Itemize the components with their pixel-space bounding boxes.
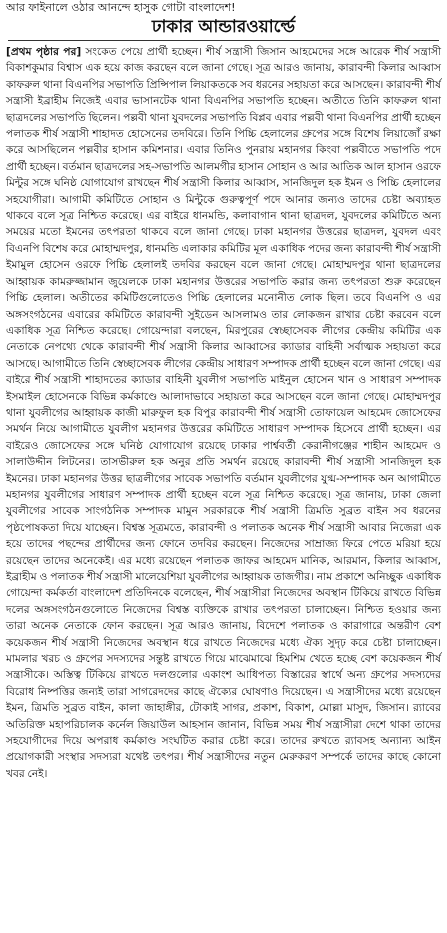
- article-paragraph: [6, 44, 441, 782]
- previous-story-tail: আর ফাইনালে ওঠার আনন্দে হাসুক গোটা বাংলাদেশ!: [6, 1, 236, 14]
- article-headline: ঢাকার আন্ডারওয়ার্ল্ডে: [151, 17, 296, 37]
- continuation-kicker: [প্রথম পৃষ্ঠার পর]: [6, 46, 82, 58]
- article-body: [6, 44, 441, 782]
- headline-divider: [8, 40, 439, 41]
- paragraph-text: সংকেত পেয়ে প্রার্থী হচ্ছেন। শীর্ষ সন্ত্রাসী জিসান আহমেদের সঙ্গে আরেক শীর্ষ সন্ত্রাসী বিকাশকুমার বিশ্বাস এক হয়ে কাজ করছেন বলে জানা গেছে। সূত্র আরও জানায়, কারাবন্দী কিলার আব্বাস কাফরুল থানা বিএনপির সভাপতি প্রিন্সিপাল লিয়াকতকে সব ধরনের সহায়তা করে আসছেন। কারাবন্দী শীর্ষ সন্ত্রাসী ইব্রাহীম নিজেই এবার ভাসানটেক থানা বিএনপির সভাপতি হচ্ছেন। অতীতে তিনি কাফরুল থানা ছাত্রদলের সভাপতি ছিলেন। পল্লবী থানা যুবদলের সভাপতি বিপ্লব এবার পল্লবী থানা বিএনপির প্রার্থী হচ্ছেন পলাতক শীর্ষ সন্ত্রাসী শাহাদত হোসেনের তদবিরে। তিনি পিচ্চি হেলালের গ্রুপের সঙ্গে বিশেষ লিয়াজোঁ রক্ষা করে আসছিলেন পল্লবীর হাসান কমিশনার। এবার তিনিও পুনরায় মহানগর কিংবা পল্লবীতে সভাপতি পদে প্রার্থী হচ্ছেন। বর্তমান ছাত্রদলের সহ-সভাপতি আলমগীর হাসান সোহান ও আর আতিক আল হাসান ওরফে মিন্টুর সঙ্গে ঘনিষ্ঠ যোগাযোগ রাখছেন শীর্ষ সন্ত্রাসী কিলার আব্বাস, সানজিদুল হক ইমন ও পিচ্চি হেলালের সহযোগীরা। আগামী কমিটিতে সোহান ও মিন্টুকে গুরুত্বপূর্ণ পদে আনার জন্যও তাদের চেষ্টা অব্যাহত থাকবে বলে সূত্র নিশ্চিত করেছে। এর বাইরে ধানমন্ডি, কলাবাগান থানা ছাত্রদল, যুবদলের কমিটিতে অন্য সময়ের মতো ইমনের তৎপরতা থাকবে বলে জানা গেছে। ঢাকা মহানগর উত্তরের ছাত্রদল, যুবদল এবং বিএনপি বিশেষ করে মোহাম্মদপুর, ধানমন্ডি এলাকার কমিটির মূল একাধিক পদের জন্য কারাবন্দী শীর্ষ সন্ত্রাসী ইমামুল হোসেন ওরফে পিচ্চি হেলালই তদবির করছেন বলে জানা গেছে। মোহাম্মদপুর থানা ছাত্রদলের আহ্বায়ক কামরুজ্জামান জুয়েলকে ঢাকা মহানগর উত্তরের সভাপতি করার জন্য তৎপরতা শুরু করেছেন পিচ্চি হেলাল। অতীতের কমিটিগুলোতেও পিচ্চি হেলালের মনোনীত লোক ছিল। তবে বিএনপি ও এর অঙ্গসংগঠনের এবারের কমিটিতে কারাবন্দী সুইডেন আসলামও তার লোকজন রাখার চেষ্টা করবেন বলে একাধিক সূত্র নিশ্চিত করেছে। গোয়েন্দারা বলছেন, মিরপুরের স্বেচ্ছাসেবক লীগের কেন্দ্রীয় কমিটির এক নেতাকে নেপথ্যে থেকে কারাবন্দী শীর্ষ সন্ত্রাসী কিলার আব্বাসের ক্যাডার বাহিনী সর্বাত্মক সহায়তা করে আসছে। আগামীতে তিনি স্বেচ্ছাসেবক লীগের কেন্দ্রীয় সাধারণ সম্পাদক প্রার্থী হচ্ছেন বলে জানা গেছে। এর বাইরে শীর্ষ সন্ত্রাসী শাহাদতের ক্যাডার বাহিনী যুবলীগ সভাপতি মাইনুল হোসেন খান ও সাধারণ সম্পাদক ইসমাইল হোসেনকে বিভিন্ন কর্মকাণ্ডে আলাদাভাবে সহায়তা করে আসছেন বলে জানা গেছে। মোহাম্মদপুর থানা যুবলীগের আহ্বায়ক কাজী মারুফুল হক বিপুর কারাবন্দী শীর্ষ সন্ত্রাসী তোফায়েল আহমেদ জোসেফের সমর্থন নিয়ে আগামীতে যুবলীগ মহানগর উত্তরের কমিটিতে সাধারণ সম্পাদক হিসেবে প্রার্থী হচ্ছেন। এর বাইরেও জোসেফের সঙ্গে ঘনিষ্ঠ যোগাযোগ রয়েছে ঢাকার পার্শ্ববর্তী কেরানীগঞ্জের শাহীন আহমেদ ও সালাউদ্দীন লিটনের। তাসভীরুল হক অনুর প্রতি সমর্থন রয়েছে কারাবন্দী শীর্ষ সন্ত্রাসী সানজিদুল হক ইমনের। ঢাকা মহানগর উত্তর ছাত্রলীগের সাবেক সভাপতি বর্তমান যুবলীগের যুগ্ম-সম্পাদক অন আগামীতে মহানগর যুবলীগের সাধারণ সম্পাদক প্রার্থী হচ্ছেন বলে সূত্র নিশ্চিত করেছে। সূত্র জানায়, ঢাকা জেলা যুবলীগের সাবেক সাংগঠনিক সম্পাদক মামুন সরকারকে শীর্ষ সন্ত্রাসী ত্রিমতি সুব্রত বাইন সব ধরনের পৃষ্ঠপোষকতা দিয়ে যাচ্ছেন। বিশ্বস্ত সূত্রমতে, কারাবন্দী ও পলাতক অনেক শীর্ষ সন্ত্রাসী আবার নিজেরা এক হয়ে তাদের পছন্দের প্রার্থীদের জন্য ফোনে তদবির করছেন। নিজেদের সাম্রাজ্য ফিরে পেতে মরিয়া হয়ে রয়েছেন তাদের অনেকেই। এর মধ্যে রয়েছেন পলাতক জাফর আহমেদ মানিক, আরমান, কিলার আব্বাস, ইব্রাহীম ও পলাতক শীর্ষ সন্ত্রাসী মালেয়েশিয়া যুবলীগের আহ্বায়ক তাজগীর। নাম প্রকাশে অনিচ্ছুক একাধিক গোয়েন্দা কর্মকর্তা বাংলাদেশ প্রতিদিনকে বলেছেন, শীর্ষ সন্ত্রাসীরা নিজেদের অবস্থান টিকিয়ে রাখতে বিভিন্ন দলের অঙ্গসংগঠনগুলোতে নিজেদের বিশ্বস্ত ব্যক্তিকে রাখার তৎপরতা চালাচ্ছেন। নিশ্চিত হওয়ার জন্য তারা অনেক নেতাকে ফোন করছেন। সূত্র আরও জানায়, বিদেশে পলাতক ও কারাগারে অন্তরীণ বেশ কয়েকজন শীর্ষ সন্ত্রাসী নিজেদের অবস্থান ধরে রাখতে নিজেদের মধ্যে ঐক্য সুদৃঢ় করে চেষ্টা চালাচ্ছেন। মামলার খরচ ও গ্রুপের সদস্যদের সন্তুষ্ট রাখতে গিয়ে মাঝেমাঝে হিমশিম খেতে হচ্ছে বেশ কয়েকজন শীর্ষ সন্ত্রাসীকে। অস্তিত্ব টিকিয়ে রাখতে দলগুলোর একাংশ আধিপত্য বিস্তারের স্বার্থে অন্য গ্রুপের সদস্যদের বিরোধ নিষ্পত্তির জন্যই তারা সাগরেদদের কাছে ঐক্যের ঘোষণাও দিয়েছেন। এ সন্ত্রাসীদের মধ্যে রয়েছেন ইমন, ত্রিমতি সুব্রত বাইন, কালা জাহাঙ্গীর, টোকাই সাগর, প্রকাশ, বিকাশ, মোল্লা মাসুদ, জিসান। র‍্যাবের অতিরিক্ত মহাপরিচালক কর্নেল জিয়াউল আহসান জানান, বিভিন্ন সময় শীর্ষ সন্ত্রাসীরা দেশে থাকা তাদের সহযোগীদের দিয়ে অপরাধ কর্মকাণ্ড সংঘটিত করার চেষ্টা করে। তাদের রুখতে র‍্যাবসহ অন্যান্য আইন প্রয়োগকারী সংস্থার সদস্যরা যথেষ্ট তৎপর। শীর্ষ সন্ত্রাসীদের নতুন মেরুকরণ সম্পর্কে তাদের কাছে কোনো খবর নেই।: [6, 46, 442, 780]
